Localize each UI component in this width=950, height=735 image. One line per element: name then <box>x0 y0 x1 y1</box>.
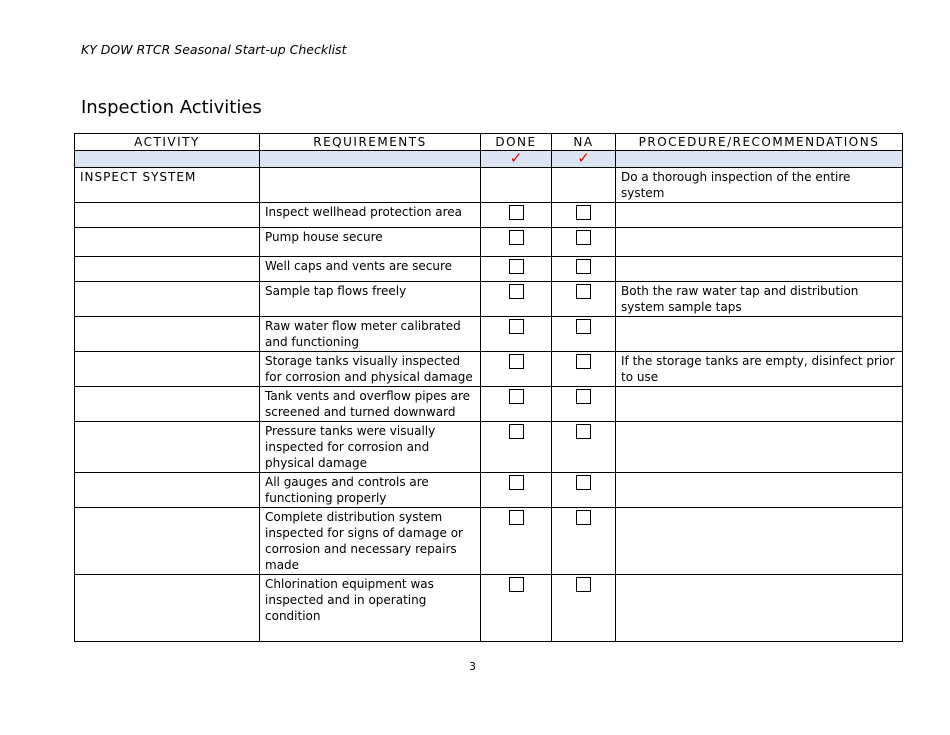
done-checkbox[interactable] <box>509 475 524 490</box>
done-cell <box>481 203 552 228</box>
procedure-cell: Both the raw water tap and distribution system sample taps <box>616 282 903 317</box>
procedure-cell <box>616 317 903 352</box>
table-row <box>75 387 903 422</box>
done-checkbox[interactable] <box>509 319 524 334</box>
na-cell <box>552 228 616 257</box>
done-checkbox[interactable] <box>509 577 524 592</box>
done-cell <box>481 575 552 642</box>
requirement-cell: Well caps and vents are secure <box>260 257 481 282</box>
na-checkbox[interactable] <box>576 475 591 490</box>
activity-cell <box>75 228 260 257</box>
done-cell <box>481 317 552 352</box>
na-checkbox[interactable] <box>576 259 591 274</box>
na-checkbox[interactable] <box>576 354 591 369</box>
procedure-cell <box>616 387 903 422</box>
document-header: KY DOW RTCR Seasonal Start-up Checklist <box>81 42 347 57</box>
requirement-cell: Pump house secure <box>260 228 481 257</box>
col-na: NA <box>552 134 616 151</box>
table-row <box>75 168 903 203</box>
procedure-cell <box>616 575 903 642</box>
check-icon: ✓ <box>509 149 523 167</box>
requirement-cell: Chlorination equipment was inspected and in operating condition <box>260 575 481 642</box>
na-cell <box>552 203 616 228</box>
requirement-cell: Complete distribution system inspected for signs of damage or corrosion and necessary repairs made <box>260 508 481 575</box>
table-row <box>75 508 903 575</box>
requirement-cell: All gauges and controls are functioning properly <box>260 473 481 508</box>
na-checkbox[interactable] <box>576 424 591 439</box>
header-row <box>75 134 903 151</box>
requirement-cell: Sample tap flows freely <box>260 282 481 317</box>
table-row <box>75 257 903 282</box>
col-activity: ACTIVITY <box>75 134 260 151</box>
na-cell <box>552 508 616 575</box>
activity-cell <box>75 352 260 387</box>
table-row <box>75 575 903 642</box>
legend-row <box>75 151 903 168</box>
done-cell <box>481 387 552 422</box>
done-checkbox[interactable] <box>509 424 524 439</box>
na-cell <box>552 282 616 317</box>
procedure-cell <box>616 422 903 473</box>
col-done: DONE <box>481 134 552 151</box>
activity-cell <box>75 575 260 642</box>
table-row <box>75 228 903 257</box>
requirement-cell: Pressure tanks were visually inspected for corrosion and physical damage <box>260 422 481 473</box>
na-checkbox[interactable] <box>576 205 591 220</box>
na-checkbox[interactable] <box>576 389 591 404</box>
na-cell <box>552 352 616 387</box>
done-cell <box>481 422 552 473</box>
activity-cell <box>75 473 260 508</box>
table-row <box>75 282 903 317</box>
table-row <box>75 422 903 473</box>
requirement-cell <box>260 168 481 203</box>
table-row <box>75 317 903 352</box>
activity-cell <box>75 508 260 575</box>
na-checkbox[interactable] <box>576 284 591 299</box>
checklist-table <box>74 133 903 642</box>
done-checkbox[interactable] <box>509 389 524 404</box>
na-cell <box>552 422 616 473</box>
done-cell <box>481 257 552 282</box>
col-procedure: PROCEDURE/RECOMMENDATIONS <box>616 134 903 151</box>
done-checkbox[interactable] <box>509 205 524 220</box>
activity-cell <box>75 203 260 228</box>
activity-cell: INSPECT SYSTEM <box>75 168 260 203</box>
col-requirements: REQUIREMENTS <box>260 134 481 151</box>
na-cell <box>552 473 616 508</box>
done-checkbox[interactable] <box>509 354 524 369</box>
na-cell <box>552 168 616 203</box>
na-cell <box>552 257 616 282</box>
table-row <box>75 352 903 387</box>
na-cell <box>552 387 616 422</box>
activity-cell <box>75 422 260 473</box>
requirement-cell: Raw water flow meter calibrated and functioning <box>260 317 481 352</box>
done-cell <box>481 168 552 203</box>
section-title: Inspection Activities <box>81 97 262 118</box>
done-checkbox[interactable] <box>509 259 524 274</box>
procedure-cell <box>616 508 903 575</box>
done-cell <box>481 508 552 575</box>
na-checkbox[interactable] <box>576 510 591 525</box>
procedure-cell <box>616 228 903 257</box>
page-number: 3 <box>469 660 476 673</box>
na-checkbox[interactable] <box>576 319 591 334</box>
requirement-cell: Tank vents and overflow pipes are screened and turned downward <box>260 387 481 422</box>
done-checkbox[interactable] <box>509 230 524 245</box>
table-row <box>75 473 903 508</box>
procedure-cell: If the storage tanks are empty, disinfect prior to use <box>616 352 903 387</box>
procedure-cell <box>616 473 903 508</box>
activity-cell <box>75 257 260 282</box>
procedure-cell <box>616 203 903 228</box>
requirement-cell: Inspect wellhead protection area <box>260 203 481 228</box>
requirement-cell: Storage tanks visually inspected for corrosion and physical damage <box>260 352 481 387</box>
done-cell <box>481 352 552 387</box>
na-cell <box>552 575 616 642</box>
procedure-cell <box>616 257 903 282</box>
done-checkbox[interactable] <box>509 284 524 299</box>
check-icon: ✓ <box>577 149 590 167</box>
table-row <box>75 203 903 228</box>
done-cell <box>481 473 552 508</box>
activity-cell <box>75 317 260 352</box>
activity-cell <box>75 387 260 422</box>
activity-cell <box>75 282 260 317</box>
done-cell <box>481 282 552 317</box>
na-checkbox[interactable] <box>576 577 591 592</box>
done-cell <box>481 228 552 257</box>
done-checkbox[interactable] <box>509 510 524 525</box>
na-checkbox[interactable] <box>576 230 591 245</box>
procedure-cell: Do a thorough inspection of the entire system <box>616 168 903 203</box>
na-cell <box>552 317 616 352</box>
